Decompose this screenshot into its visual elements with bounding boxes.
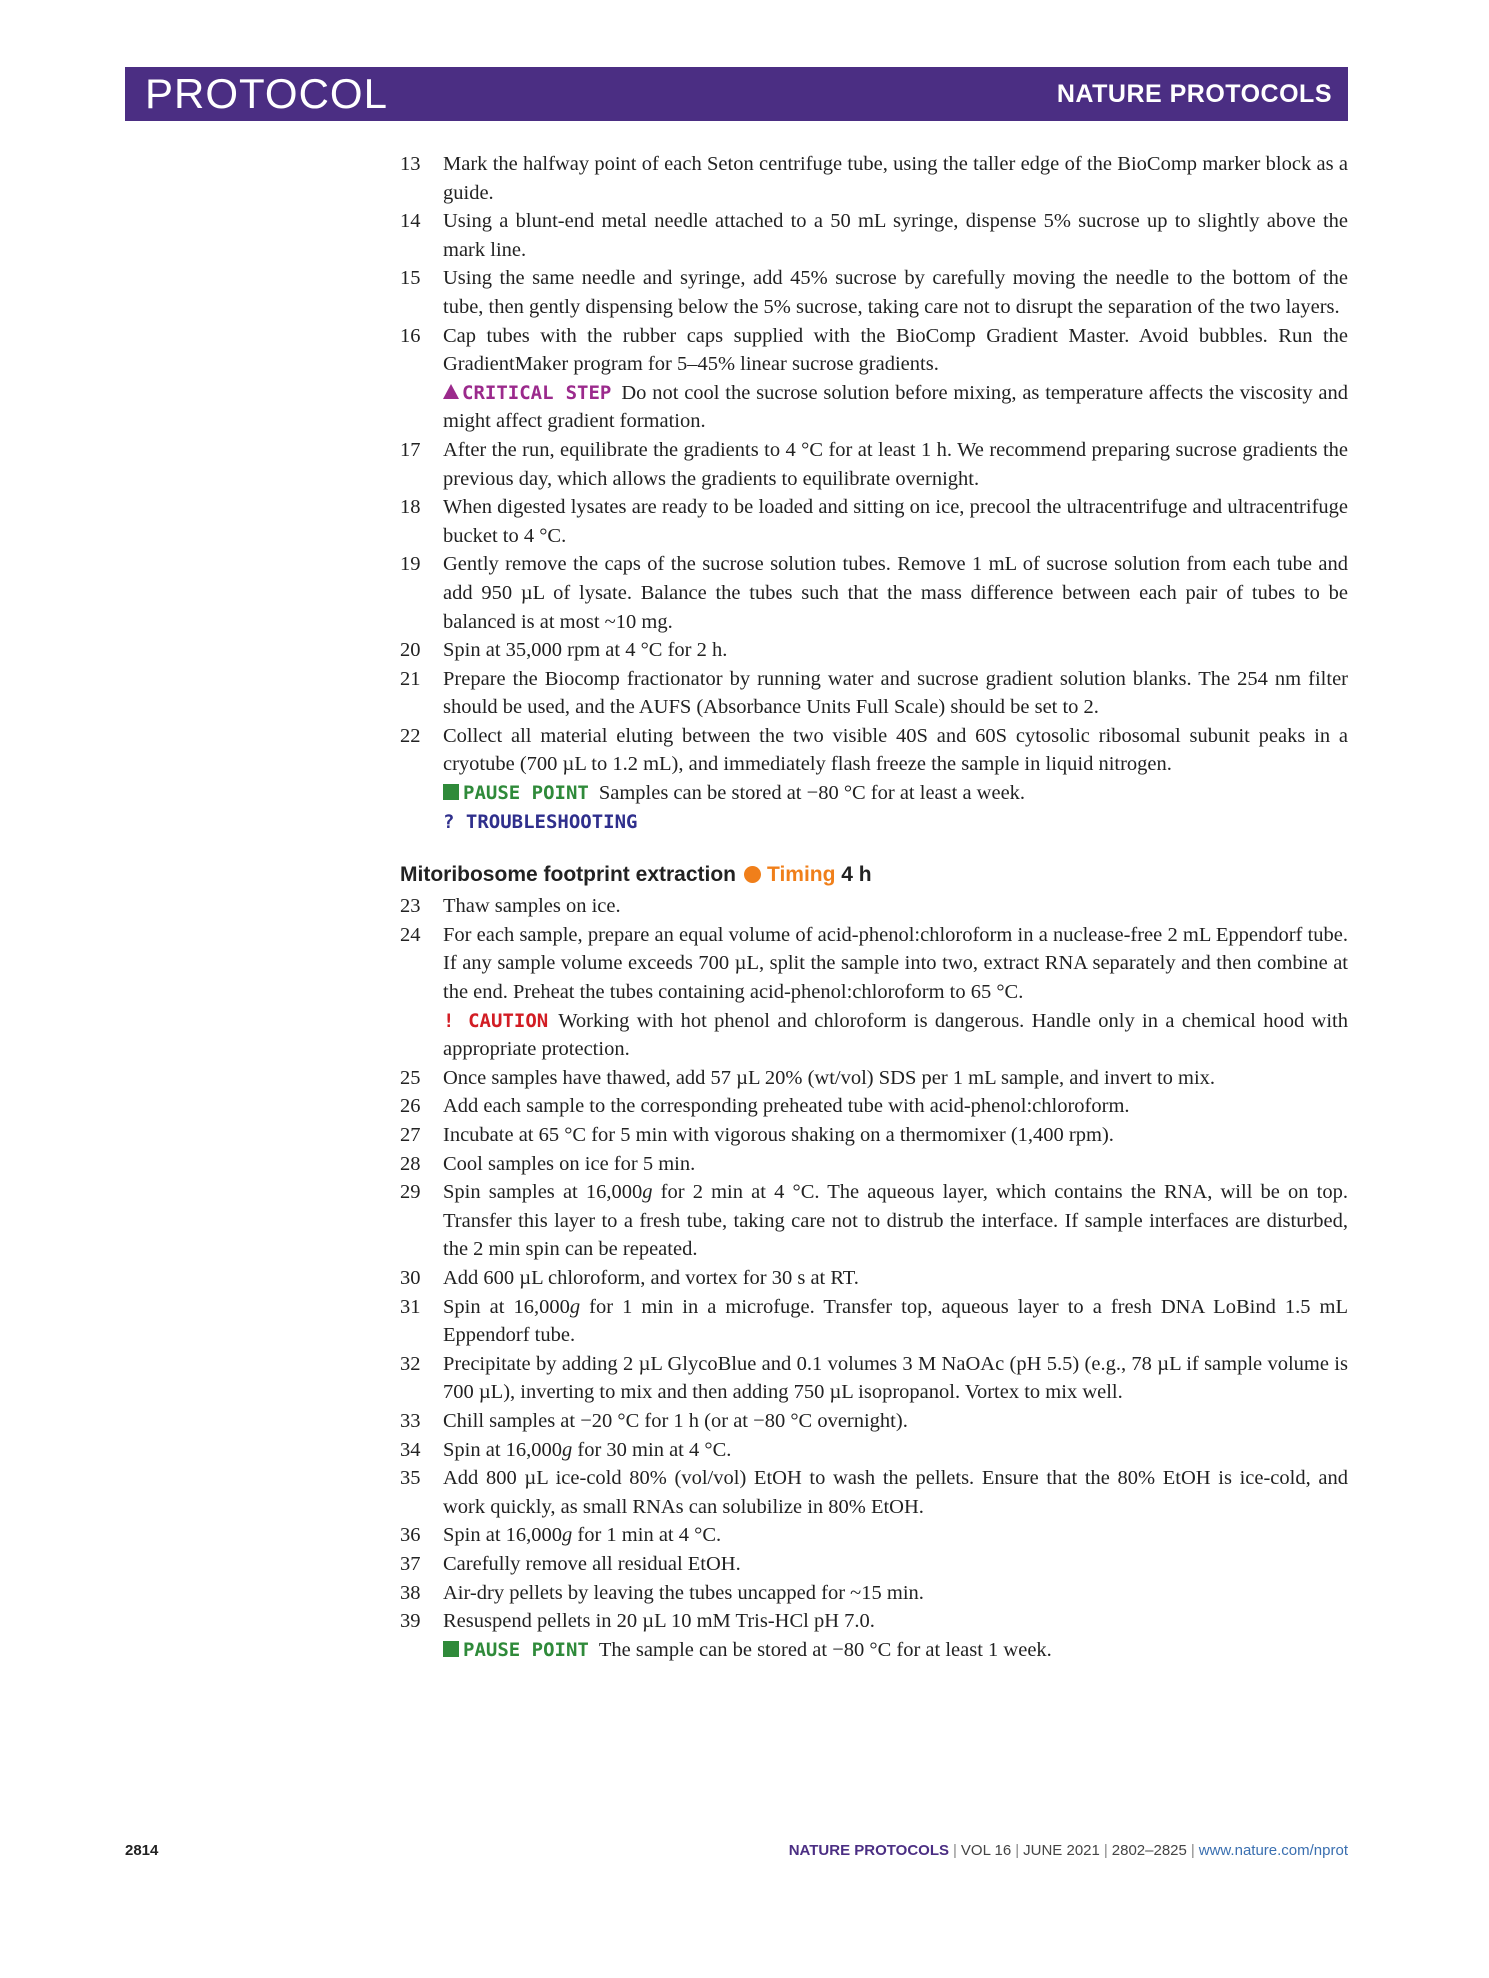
protocol-step <box>400 1521 1348 1550</box>
section-title: Mitoribosome footprint extraction <box>400 863 736 887</box>
step-number: 32 <box>400 1352 421 1375</box>
step-number: 36 <box>400 1524 421 1547</box>
step-text: Spin at 16,000g for 30 min at 4 °C. <box>443 1438 732 1461</box>
protocol-step <box>400 722 1348 779</box>
timing-label: Timing <box>767 863 836 887</box>
step-number: 28 <box>400 1152 421 1175</box>
step-number: 13 <box>400 153 421 175</box>
step-text: Spin at 16,000g for 1 min in a microfuge. Transfer top, aqueous layer to a fresh DNA LoBind 1.5 mL Eppendorf tube. <box>443 1295 1348 1347</box>
step-text: Prepare the Biocomp fractionator by running water and sucrose gradient solution blanks. The 254 nm filter should be used, and the AUFS (Absorbance Units Full Scale) should be set to 2. <box>443 667 1348 719</box>
steps-group-a <box>400 150 1348 379</box>
step-number: 24 <box>400 923 421 946</box>
steps-group-c <box>400 892 1348 1006</box>
protocol-step <box>400 1579 1348 1608</box>
protocol-step <box>400 1121 1348 1150</box>
step-number: 19 <box>400 553 421 576</box>
step-number: 15 <box>400 267 421 290</box>
pause-point-note-2 <box>443 1636 1348 1665</box>
protocol-content <box>400 150 1348 1664</box>
step-text: Add 800 µL ice-cold 80% (vol/vol) EtOH to wash the pellets. Ensure that the 80% EtOH is ice-cold, and work quickly, as small RNAs can solubilize in 80% EtOH. <box>443 1467 1348 1518</box>
step-text: Incubate at 65 °C for 5 min with vigorous shaking on a thermomixer (1,400 rpm). <box>443 1124 1114 1146</box>
protocol-step <box>400 1150 1348 1179</box>
footer-date: JUNE 2021 <box>1023 1842 1100 1859</box>
protocol-step <box>400 1550 1348 1579</box>
protocol-step <box>400 1350 1348 1407</box>
protocol-step <box>400 636 1348 665</box>
step-number: 35 <box>400 1467 421 1490</box>
step-number: 27 <box>400 1124 421 1146</box>
step-text: Chill samples at −20 °C for 1 h (or at −80 °C overnight). <box>443 1409 908 1432</box>
step-number: 39 <box>400 1610 421 1633</box>
step-number: 31 <box>400 1295 421 1318</box>
step-number: 37 <box>400 1552 421 1575</box>
step-number: 16 <box>400 324 421 347</box>
troubleshooting-tag: ? TROUBLESHOOTING <box>443 810 638 833</box>
step-text: Once samples have thawed, add 57 µL 20% (wt/vol) SDS per 1 mL sample, and invert to mix. <box>443 1066 1216 1089</box>
steps-group-b <box>400 436 1348 779</box>
caution-text: Working with hot phenol and chloroform is dangerous. Handle only in a chemical hood with appropriate protection. <box>443 1009 1349 1061</box>
critical-step-text: Do not cool the sucrose solution before mixing, as temperature affects the viscosity and might affect gradient formation. <box>443 381 1348 433</box>
footer-journal: NATURE PROTOCOLS <box>788 1842 950 1859</box>
pause-point-text-2: The sample can be stored at −80 °C for at least 1 week. <box>598 1638 1052 1661</box>
step-text: Cap tubes with the rubber caps supplied with the BioComp Gradient Master. Avoid bubbles. Run the GradientMaker program for 5–45% linear sucrose gradients. <box>443 324 1348 376</box>
step-text: Spin at 35,000 rpm at 4 °C for 2 h. <box>443 639 728 662</box>
step-number: 23 <box>400 895 421 918</box>
footer-pages: 2802–2825 <box>1111 1842 1187 1859</box>
steps-group-d <box>400 1064 1348 1636</box>
protocol-step <box>400 436 1348 493</box>
protocol-step <box>400 921 1348 1007</box>
page-footer <box>125 1842 1348 1866</box>
step-text: Using the same needle and syringe, add 45% sucrose by carefully moving the needle to the bottom of the tube, then gently dispensing below the 5% sucrose, taking care not to disrupt the separation of the two layers. <box>443 267 1348 318</box>
pause-point-tag-2: PAUSE POINT <box>443 1639 589 1661</box>
step-text: For each sample, prepare an equal volume of acid-phenol:chloroform in a nuclease-free 2 mL Eppendorf tube. If any sample volume exceeds 700 µL, split the sample into two, extract RNA separately and then combine at the end. Preheat the tubes containing acid-phenol:chloroform to 65 °C. <box>443 923 1348 1004</box>
step-number: 30 <box>400 1266 421 1289</box>
step-number: 21 <box>400 667 421 690</box>
step-text: Add 600 µL chloroform, and vortex for 30 s at RT. <box>443 1266 859 1289</box>
page-number: 2814 <box>125 1842 159 1859</box>
citation: NATURE PROTOCOLS | VOL 16 | JUNE 2021 | 2802–2825 | www.nature.com/nprot <box>788 1842 1348 1859</box>
step-number: 26 <box>400 1095 421 1118</box>
protocol-step <box>400 207 1348 264</box>
pause-point-tag: PAUSE POINT <box>443 782 589 804</box>
step-text: Precipitate by adding 2 µL GlycoBlue and 0.1 volumes 3 M NaOAc (pH 5.5) (e.g., 78 µL if sample volume is 700 µL), inverting to mix and then adding 750 µL isopropanol. Vortex to mix well. <box>443 1352 1348 1404</box>
step-number: 14 <box>400 210 421 233</box>
protocol-step <box>400 150 1348 207</box>
step-text: Using a blunt-end metal needle attached to a 50 mL syringe, dispense 5% sucrose up to slightly above the mark line. <box>443 210 1348 261</box>
protocol-step <box>400 1092 1348 1121</box>
step-text: Collect all material eluting between the two visible 40S and 60S cytosolic ribosomal subunit peaks in a cryotube (700 µL to 1.2 mL), and immediately flash freeze the sample in liquid nitrogen. <box>443 724 1348 776</box>
step-number: 18 <box>400 496 421 519</box>
pause-point-note <box>443 779 1348 808</box>
step-text: Add each sample to the corresponding preheated tube with acid-phenol:chloroform. <box>443 1095 1130 1118</box>
caution-note <box>443 1007 1348 1064</box>
protocol-step <box>400 892 1348 921</box>
step-text: Mark the halfway point of each Seton centrifuge tube, using the taller edge of the BioComp marker block as a guide. <box>443 153 1348 204</box>
step-number: 29 <box>400 1181 421 1204</box>
step-text: Spin at 16,000g for 1 min at 4 °C. <box>443 1524 722 1547</box>
step-text: After the run, equilibrate the gradients to 4 °C for at least 1 h. We recommend preparing sucrose gradients the previous day, which allows the gradients to equilibrate overnight. <box>443 438 1348 490</box>
step-text: Carefully remove all residual EtOH. <box>443 1552 741 1575</box>
protocol-step <box>400 1464 1348 1521</box>
protocol-step <box>400 550 1348 636</box>
critical-step-note <box>443 379 1348 436</box>
step-text: Cool samples on ice for 5 min. <box>443 1152 696 1175</box>
step-number: 34 <box>400 1438 421 1461</box>
caution-tag: ! CAUTION <box>443 1009 549 1032</box>
protocol-step <box>400 1436 1348 1465</box>
step-number: 33 <box>400 1409 421 1432</box>
timing-dot-icon <box>744 866 761 883</box>
protocol-step <box>400 1264 1348 1293</box>
footer-url[interactable]: www.nature.com/nprot <box>1198 1842 1348 1859</box>
square-icon <box>443 784 459 800</box>
journal-name: NATURE PROTOCOLS <box>1056 79 1332 108</box>
troubleshooting-note <box>443 808 1348 837</box>
step-text: Gently remove the caps of the sucrose solution tubes. Remove 1 mL of sucrose solution from each tube and add 950 µL of lysate. Balance the tubes such that the mass difference between each pair of tubes to be balanced is at most ~10 mg. <box>443 553 1348 633</box>
step-number: 17 <box>400 438 421 461</box>
protocol-step <box>400 1607 1348 1636</box>
step-text: Spin samples at 16,000g for 2 min at 4 °C. The aqueous layer, which contains the RNA, will be on top. Transfer this layer to a fresh tube, taking care not to distrub the interface. If sample interfaces are disturbed, the 2 min spin can be repeated. <box>443 1181 1349 1261</box>
footer-volume: VOL 16 <box>960 1842 1012 1859</box>
step-text: Thaw samples on ice. <box>443 895 621 918</box>
square-icon <box>443 1641 459 1657</box>
protocol-step <box>400 1064 1348 1093</box>
protocol-step <box>400 493 1348 550</box>
protocol-step <box>400 665 1348 722</box>
header-bar <box>125 67 1348 121</box>
step-number: 22 <box>400 724 421 747</box>
critical-step-tag: CRITICAL STEP <box>443 382 611 404</box>
timing-value: 4 h <box>841 863 872 887</box>
section-type-label: PROTOCOL <box>145 70 388 117</box>
step-number: 25 <box>400 1066 421 1089</box>
step-number: 20 <box>400 639 421 662</box>
section-heading <box>400 860 1348 890</box>
step-text: Resuspend pellets in 20 µL 10 mM Tris-HCl pH 7.0. <box>443 1610 875 1633</box>
step-text: Air-dry pellets by leaving the tubes uncapped for ~15 min. <box>443 1581 924 1604</box>
pause-point-text: Samples can be stored at −80 °C for at least a week. <box>598 782 1026 805</box>
protocol-step <box>400 1407 1348 1436</box>
step-number: 38 <box>400 1581 421 1604</box>
protocol-step <box>400 322 1348 379</box>
protocol-step <box>400 1293 1348 1350</box>
protocol-step <box>400 1178 1348 1264</box>
protocol-step <box>400 264 1348 321</box>
step-text: When digested lysates are ready to be loaded and sitting on ice, precool the ultracentrifuge and ultracentrifuge bucket to 4 °C. <box>443 496 1348 547</box>
triangle-icon <box>443 384 459 399</box>
